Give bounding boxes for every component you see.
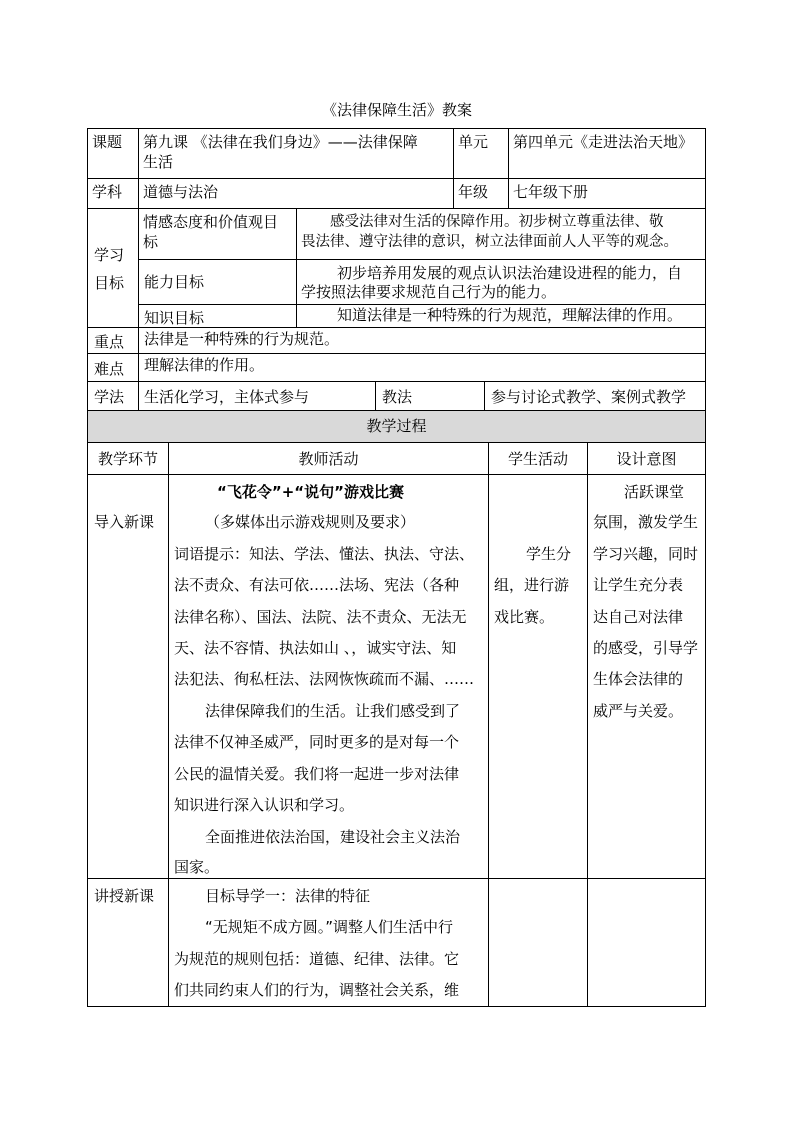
ability-label: 能力目标 (144, 273, 205, 291)
key-point-label-cell (87, 327, 139, 354)
grade-value-cell (508, 178, 706, 209)
intro-teacher-title: “飞花令”+“说句”游戏比赛 (217, 483, 405, 501)
new-lesson-teacher-line: 目标导学一：法律的特征 (205, 887, 371, 905)
emotion-text-cell (296, 208, 706, 260)
col-teacher-label: 教师活动 (298, 450, 359, 468)
intro-intent-line: 学习兴趣，同时 (593, 545, 699, 563)
grade-label-cell (453, 178, 509, 209)
intro-stage-cell (87, 474, 169, 879)
intro-teacher-cell (168, 474, 489, 879)
intro-intent-cell (587, 474, 706, 879)
learn-method-label-cell (87, 381, 139, 411)
new-lesson-student-cell (488, 878, 588, 1007)
teach-method-text-cell (484, 381, 706, 411)
key-point-label: 重点 (94, 333, 125, 351)
intro-teacher-line: 全面推进依法治国，建设社会主义法治 (205, 828, 461, 846)
goals-label-line-1: 学习 (94, 246, 125, 264)
grade-label: 年级 (458, 183, 489, 201)
lesson-label: 课题 (92, 133, 123, 151)
grade-value: 七年级下册 (513, 183, 589, 201)
emotion-label-cell (138, 208, 297, 260)
intro-teacher-line: 词语提示：知法、学法、懂法、执法、守法、 (174, 545, 475, 563)
col-stage-label: 教学环节 (97, 450, 158, 468)
intro-teacher-line: 天、法不容情、执法如山 、，诚实守法、知 (174, 639, 457, 657)
new-lesson-stage-label: 讲授新课 (94, 887, 155, 905)
intro-teacher-line: 知识进行深入认识和学习。 (174, 796, 355, 814)
knowledge-label-cell (138, 304, 297, 328)
intro-teacher-line: 公民的温情关爱。我们将一起进一步对法律 (174, 765, 460, 783)
intro-teacher-line: 国家。 (174, 858, 220, 876)
subject-label: 学科 (92, 183, 123, 201)
ability-text-line-1: 初步培养用发展的观点认识法治建设进程的能力，自 (337, 264, 683, 282)
difficulty-text-cell (138, 353, 706, 382)
unit-value-cell (508, 128, 706, 179)
lesson-label-cell (87, 128, 139, 179)
learn-method-text-cell (138, 381, 376, 411)
col-intent-header (587, 442, 706, 475)
lesson-value-line-2: 生活 (143, 153, 174, 171)
lesson-value-line-1: 第九课 《法律在我们身边》——法律保障 (143, 133, 418, 151)
emotion-label-line-1: 情感态度和价值观目 (143, 213, 279, 231)
process-title-cell (87, 410, 706, 443)
emotion-label-line-2: 标 (143, 233, 159, 251)
intro-intent-line: 活跃课堂 (624, 483, 685, 501)
intro-intent-line: 生体会法律的 (593, 670, 684, 688)
teach-method-text: 参与讨论式教学、案例式教学 (491, 388, 687, 406)
subject-value-cell (138, 178, 454, 209)
subject-label-cell (87, 178, 139, 209)
col-intent-label: 设计意图 (616, 450, 677, 468)
knowledge-text-cell (296, 304, 706, 328)
intro-stage-label: 导入新课 (94, 513, 155, 531)
new-lesson-teacher-line: “无规矩不成方圆。”调整人们生活中行 (205, 918, 454, 936)
teach-method-label: 教法 (382, 388, 413, 406)
intro-teacher-line: 法律保障我们的生活。让我们感受到了 (205, 702, 461, 720)
lesson-value-cell (138, 128, 454, 179)
new-lesson-teacher-line: 为规范的规则包括：道德、纪律、法律。它 (174, 950, 460, 968)
goals-label-cell (87, 208, 139, 328)
intro-intent-line: 达自己对法律 (593, 608, 684, 626)
key-point-text-cell (138, 327, 706, 354)
learn-method-text: 生活化学习，主体式参与 (144, 388, 310, 406)
intro-student-line: 学生分 (526, 545, 572, 563)
col-teacher-header (168, 442, 489, 475)
knowledge-label: 知识目标 (144, 309, 205, 327)
intro-intent-line: 氛围，激发学生 (593, 513, 699, 531)
document-title: 《法律保障生活》教案 (321, 101, 472, 119)
intro-teacher-line: 法不责众、有法可依……法场、宪法（各种 (174, 576, 460, 594)
col-stage-header (87, 442, 169, 475)
intro-teacher-line: 法律不仅神圣威严，同时更多的是对每一个 (174, 733, 460, 751)
intro-student-line: 组，进行游 (494, 576, 570, 594)
new-lesson-stage-cell (87, 878, 169, 1007)
intro-student-cell (488, 474, 588, 879)
subject-value: 道德与法治 (143, 183, 219, 201)
col-student-header (488, 442, 588, 475)
col-student-label: 学生活动 (507, 450, 568, 468)
ability-text-cell (296, 259, 706, 305)
knowledge-text: 知道法律是一种特殊的行为规范，理解法律的作用。 (337, 306, 683, 324)
process-title: 教学过程 (366, 417, 427, 435)
new-lesson-teacher-line: 们共同约束人们的行为，调整社会关系，维 (174, 981, 460, 999)
intro-intent-line: 威严与关爱。 (593, 702, 684, 720)
emotion-text-line-1: 感受法律对生活的保障作用。初步树立尊重法律、敬 (330, 214, 664, 230)
ability-text-line-2: 学按照法律要求规范自己行为的能力。 (301, 283, 557, 301)
new-lesson-intent-cell (587, 878, 706, 1007)
key-point-text: 法律是一种特殊的行为规范。 (144, 330, 340, 348)
intro-teacher-line: 法律名称）、国法、法院、法不责众、无法无 (174, 608, 467, 626)
difficulty-label: 难点 (94, 360, 125, 378)
intro-teacher-line: （多媒体出示游戏规则及要求） (205, 513, 416, 531)
difficulty-text: 理解法律的作用。 (144, 356, 265, 374)
unit-label-cell (453, 128, 509, 179)
intro-intent-line: 的感受，引导学 (593, 639, 699, 657)
unit-value: 第四单元《走进法治天地》 (513, 133, 694, 151)
goals-label-line-2: 目标 (94, 274, 125, 292)
unit-label: 单元 (458, 133, 489, 151)
teach-method-label-cell (375, 381, 485, 411)
intro-teacher-line: 法犯法、徇私枉法、法网恢恢疏而不漏、…… (174, 670, 475, 688)
learn-method-label: 学法 (94, 388, 125, 406)
new-lesson-teacher-cell (168, 878, 489, 1007)
emotion-text-line-2: 畏法律、遵守法律的意识，树立法律面前人人平等的观念。 (301, 234, 678, 250)
difficulty-label-cell (87, 353, 139, 382)
intro-intent-line: 让学生充分表 (593, 576, 684, 594)
intro-student-line: 戏比赛。 (494, 608, 555, 626)
ability-label-cell (138, 259, 297, 305)
